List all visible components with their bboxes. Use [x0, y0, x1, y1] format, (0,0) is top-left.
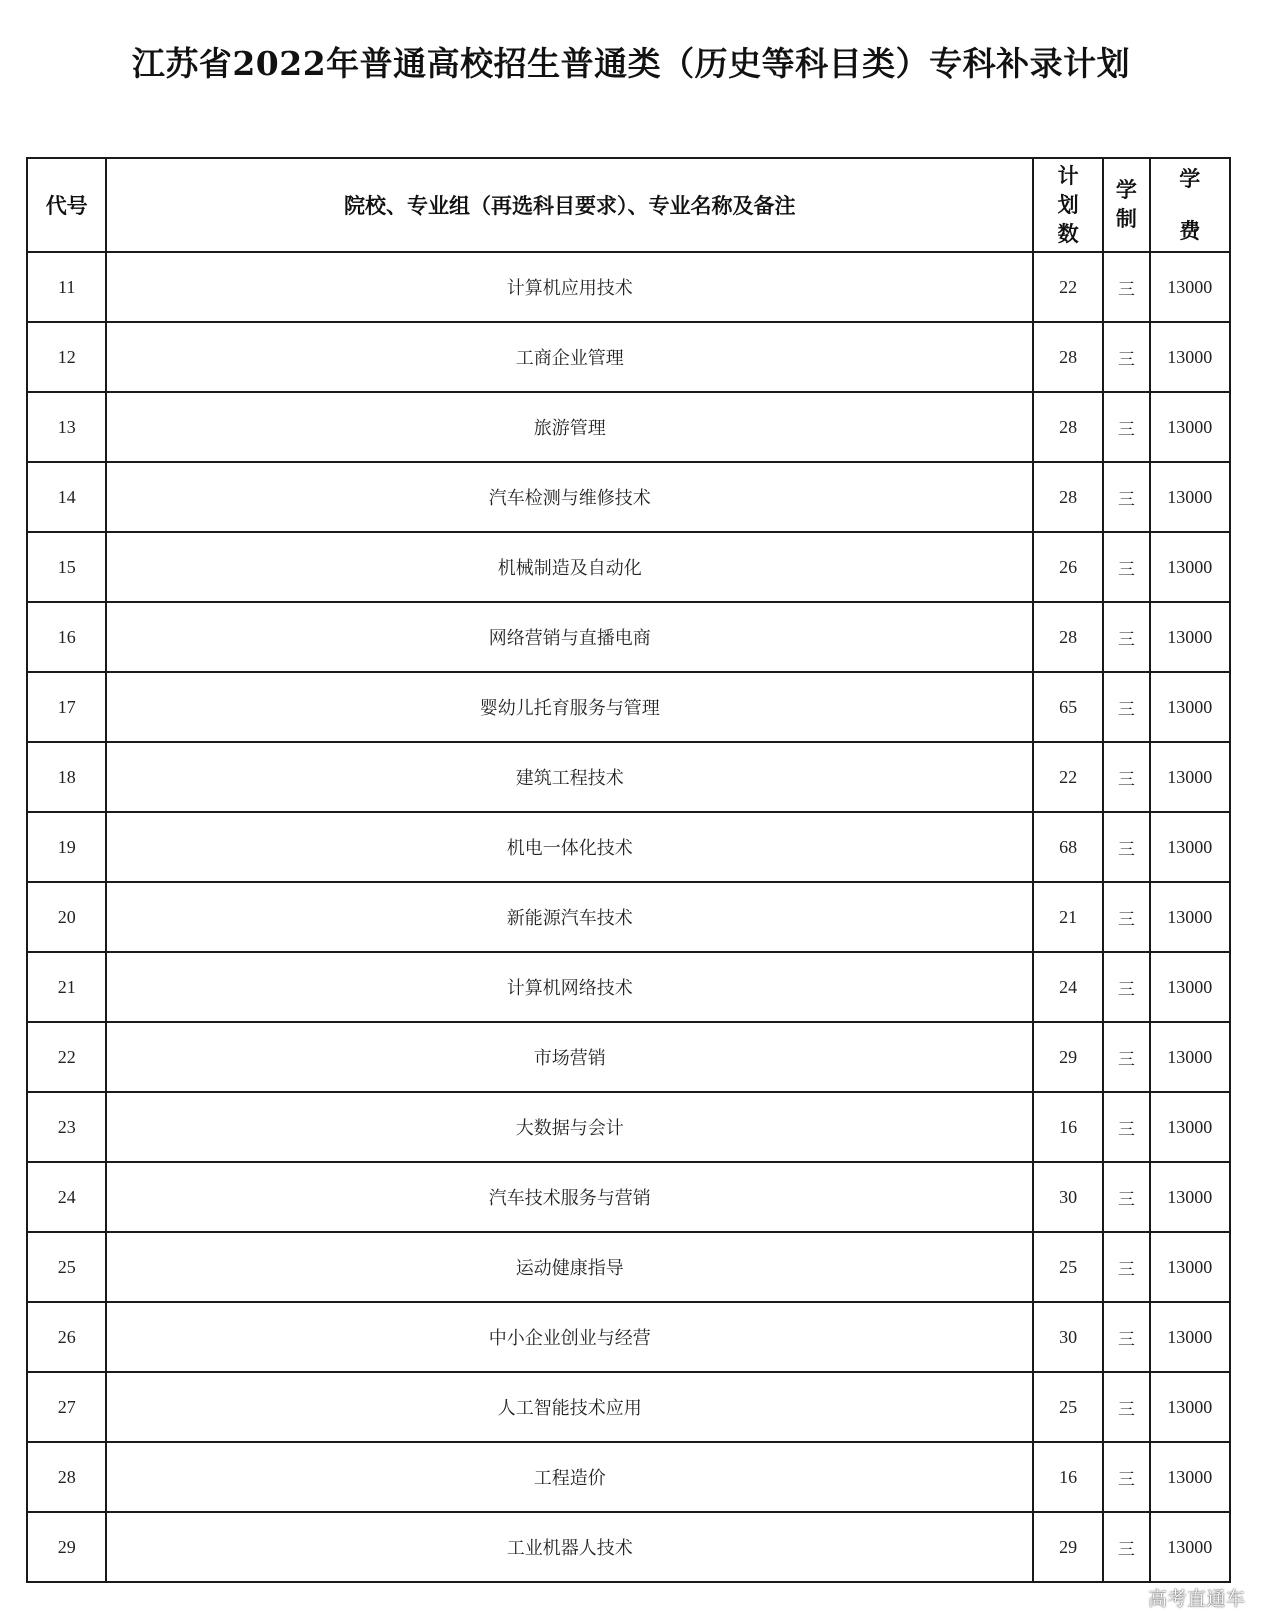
cell-tuition: 13000	[1150, 742, 1230, 812]
table-row	[27, 812, 1230, 882]
table-row	[27, 1372, 1230, 1442]
cell-years: 三	[1103, 252, 1149, 322]
cell-tuition: 13000	[1150, 1372, 1230, 1442]
cell-major-name: 工商企业管理	[106, 322, 1033, 392]
cell-tuition: 13000	[1150, 602, 1230, 672]
cell-years: 三	[1103, 462, 1149, 532]
cell-major-name: 工业机器人技术	[106, 1512, 1033, 1582]
cell-plan-count: 30	[1033, 1162, 1103, 1232]
cell-plan-count: 68	[1033, 812, 1103, 882]
cell-years: 三	[1103, 602, 1149, 672]
cell-tuition: 13000	[1150, 532, 1230, 602]
cell-major-name: 机械制造及自动化	[106, 532, 1033, 602]
cell-plan-count: 29	[1033, 1512, 1103, 1582]
cell-code: 17	[27, 672, 106, 742]
cell-years: 三	[1103, 1162, 1149, 1232]
header-name: 院校、专业组（再选科目要求）、专业名称及备注	[106, 158, 1033, 252]
cell-major-name: 机电一体化技术	[106, 812, 1033, 882]
cell-code: 19	[27, 812, 106, 882]
cell-plan-count: 28	[1033, 462, 1103, 532]
cell-code: 28	[27, 1442, 106, 1512]
cell-major-name: 人工智能技术应用	[106, 1372, 1033, 1442]
table-row	[27, 672, 1230, 742]
cell-major-name: 建筑工程技术	[106, 742, 1033, 812]
cell-major-name: 计算机应用技术	[106, 252, 1033, 322]
cell-major-name: 工程造价	[106, 1442, 1033, 1512]
cell-tuition: 13000	[1150, 322, 1230, 392]
table-row	[27, 1512, 1230, 1582]
table-row	[27, 1442, 1230, 1512]
cell-years: 三	[1103, 952, 1149, 1022]
cell-code: 25	[27, 1232, 106, 1302]
cell-tuition: 13000	[1150, 1512, 1230, 1582]
cell-code: 15	[27, 532, 106, 602]
cell-major-name: 网络营销与直播电商	[106, 602, 1033, 672]
cell-tuition: 13000	[1150, 1022, 1230, 1092]
table-row	[27, 602, 1230, 672]
cell-plan-count: 29	[1033, 1022, 1103, 1092]
cell-tuition: 13000	[1150, 1232, 1230, 1302]
cell-tuition: 13000	[1150, 392, 1230, 462]
cell-code: 20	[27, 882, 106, 952]
cell-years: 三	[1103, 532, 1149, 602]
cell-code: 18	[27, 742, 106, 812]
cell-code: 24	[27, 1162, 106, 1232]
cell-years: 三	[1103, 812, 1149, 882]
table-body	[27, 252, 1230, 1582]
cell-code: 14	[27, 462, 106, 532]
cell-plan-count: 28	[1033, 602, 1103, 672]
cell-plan-count: 22	[1033, 252, 1103, 322]
cell-code: 23	[27, 1092, 106, 1162]
cell-major-name: 旅游管理	[106, 392, 1033, 462]
cell-plan-count: 25	[1033, 1372, 1103, 1442]
cell-major-name: 婴幼儿托育服务与管理	[106, 672, 1033, 742]
header-years	[1103, 158, 1149, 252]
cell-major-name: 汽车技术服务与营销	[106, 1162, 1033, 1232]
table-row	[27, 392, 1230, 462]
cell-tuition: 13000	[1150, 252, 1230, 322]
cell-code: 22	[27, 1022, 106, 1092]
cell-plan-count: 25	[1033, 1232, 1103, 1302]
header-tuition	[1150, 158, 1230, 252]
cell-plan-count: 65	[1033, 672, 1103, 742]
cell-years: 三	[1103, 1232, 1149, 1302]
table-row	[27, 322, 1230, 392]
cell-major-name: 新能源汽车技术	[106, 882, 1033, 952]
cell-code: 21	[27, 952, 106, 1022]
cell-tuition: 13000	[1150, 882, 1230, 952]
table-row	[27, 1302, 1230, 1372]
cell-plan-count: 30	[1033, 1302, 1103, 1372]
cell-tuition: 13000	[1150, 672, 1230, 742]
cell-code: 16	[27, 602, 106, 672]
cell-years: 三	[1103, 1092, 1149, 1162]
cell-plan-count: 24	[1033, 952, 1103, 1022]
table-row	[27, 532, 1230, 602]
cell-major-name: 计算机网络技术	[106, 952, 1033, 1022]
table-row	[27, 1022, 1230, 1092]
cell-plan-count: 16	[1033, 1092, 1103, 1162]
cell-code: 11	[27, 252, 106, 322]
table-row	[27, 952, 1230, 1022]
table-row	[27, 1092, 1230, 1162]
table-row	[27, 882, 1230, 952]
cell-years: 三	[1103, 882, 1149, 952]
header-code: 代号	[27, 158, 106, 252]
admission-plan-table	[26, 157, 1231, 1583]
cell-code: 29	[27, 1512, 106, 1582]
table-header-row	[27, 158, 1230, 252]
cell-tuition: 13000	[1150, 462, 1230, 532]
cell-years: 三	[1103, 1372, 1149, 1442]
table-row	[27, 742, 1230, 812]
cell-plan-count: 22	[1033, 742, 1103, 812]
cell-tuition: 13000	[1150, 1442, 1230, 1512]
cell-tuition: 13000	[1150, 1302, 1230, 1372]
cell-major-name: 运动健康指导	[106, 1232, 1033, 1302]
header-tuition-char: 费	[1179, 219, 1201, 243]
cell-plan-count: 28	[1033, 322, 1103, 392]
watermark: 高考直通车	[1148, 1588, 1246, 1610]
cell-years: 三	[1103, 322, 1149, 392]
cell-code: 13	[27, 392, 106, 462]
page-title: 江苏省2022年普通高校招生普通类（历史等科目类）专科补录计划	[131, 44, 1131, 83]
cell-years: 三	[1103, 1512, 1149, 1582]
cell-years: 三	[1103, 672, 1149, 742]
cell-tuition: 13000	[1150, 1092, 1230, 1162]
cell-plan-count: 28	[1033, 392, 1103, 462]
cell-code: 26	[27, 1302, 106, 1372]
cell-tuition: 13000	[1150, 1162, 1230, 1232]
cell-plan-count: 21	[1033, 882, 1103, 952]
cell-code: 12	[27, 322, 106, 392]
cell-major-name: 大数据与会计	[106, 1092, 1033, 1162]
cell-plan-count: 26	[1033, 532, 1103, 602]
header-plan-count	[1033, 158, 1103, 252]
header-years-label: 学制	[1115, 178, 1137, 231]
cell-years: 三	[1103, 392, 1149, 462]
cell-tuition: 13000	[1150, 812, 1230, 882]
cell-major-name: 中小企业创业与经营	[106, 1302, 1033, 1372]
cell-years: 三	[1103, 1442, 1149, 1512]
table-row	[27, 462, 1230, 532]
cell-years: 三	[1103, 742, 1149, 812]
cell-tuition: 13000	[1150, 952, 1230, 1022]
header-tuition-char: 学	[1179, 167, 1201, 191]
table-row	[27, 1162, 1230, 1232]
cell-years: 三	[1103, 1022, 1149, 1092]
cell-major-name: 汽车检测与维修技术	[106, 462, 1033, 532]
cell-plan-count: 16	[1033, 1442, 1103, 1512]
header-tuition-label	[1151, 167, 1229, 243]
table-row	[27, 1232, 1230, 1302]
header-plan-count-label: 计划数	[1057, 163, 1079, 246]
cell-code: 27	[27, 1372, 106, 1442]
table-row	[27, 252, 1230, 322]
cell-major-name: 市场营销	[106, 1022, 1033, 1092]
cell-years: 三	[1103, 1302, 1149, 1372]
